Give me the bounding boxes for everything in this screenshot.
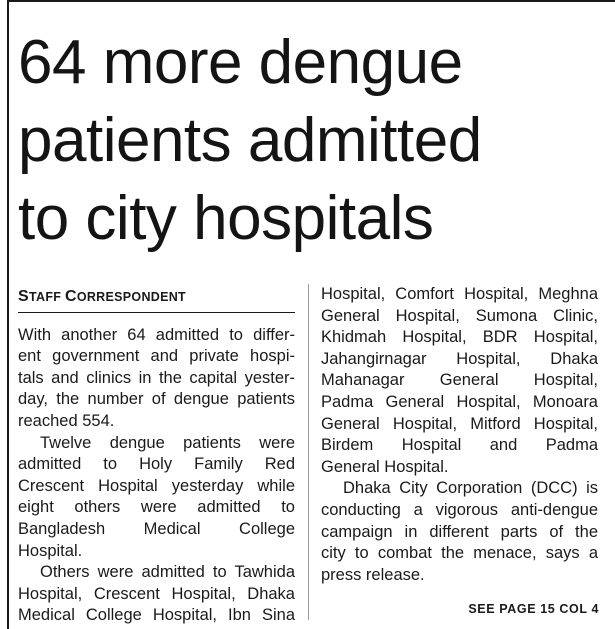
body-line: day, the number of dengue patients xyxy=(18,390,295,409)
body-line: Padma General Hospital, Monoara xyxy=(321,392,598,411)
frame-top-rule xyxy=(7,0,615,2)
body-line: eight others were admitted to xyxy=(18,498,295,517)
headline-line: 64 more dengue xyxy=(18,28,463,97)
article-column-left xyxy=(18,282,295,627)
byline xyxy=(18,286,295,309)
article-column-right xyxy=(321,284,598,586)
byline-initial: S xyxy=(18,288,29,305)
body-line: Medical College Hospital, Ibn Sina xyxy=(18,606,295,625)
body-line: tals and clinics in the capital yester- xyxy=(18,368,295,387)
headline-line: to city hospitals xyxy=(18,184,434,253)
headline xyxy=(18,24,608,258)
body-line: Twelve dengue patients were xyxy=(40,433,295,452)
body-line: reached 554. xyxy=(18,411,115,430)
body-line: city to combat the menace, says a xyxy=(321,544,598,563)
byline-smallcaps: ORRESPONDENT xyxy=(76,290,186,304)
body-line: Hospital, Comfort Hospital, Meghna xyxy=(321,285,598,303)
body-line: General Hospital, Sumona Clinic, xyxy=(321,306,598,325)
body-line: General Hospital, Mitford Hospital, xyxy=(321,414,598,433)
body-line: press release. xyxy=(321,565,425,584)
body-line: Others were admitted to Tawhida xyxy=(40,563,295,582)
body-line: With another 64 admitted to differ- xyxy=(18,325,295,344)
byline-rule xyxy=(18,312,295,313)
body-line: Crescent Hospital yesterday while xyxy=(18,476,295,495)
body-line: Hospital. xyxy=(18,541,83,560)
byline-initial: C xyxy=(64,288,77,305)
body-line: Khidmah Hospital, BDR Hospital, xyxy=(321,328,598,347)
body-line: campaign in different parts of the xyxy=(321,522,598,541)
headline-line: patients admitted xyxy=(18,106,482,175)
body-line: Bangladesh Medical College xyxy=(18,519,295,538)
body-line: ent government and private hospi- xyxy=(18,347,295,366)
body-line: conducting a vigorous anti-dengue xyxy=(321,500,598,519)
column-divider xyxy=(308,284,309,620)
continuation-jump: SEE PAGE 15 COL 4 xyxy=(468,602,599,616)
body-line: Jahangirnagar Hospital, Dhaka xyxy=(321,349,598,368)
body-line: Hospital, Crescent Hospital, Dhaka xyxy=(18,584,295,603)
body-line: Dhaka City Corporation (DCC) is xyxy=(343,479,598,498)
body-line: admitted to Holy Family Red xyxy=(18,455,295,474)
frame-left-rule xyxy=(7,0,9,629)
body-line: General Hospital. xyxy=(321,457,449,476)
body-line: Mahanagar General Hospital, xyxy=(321,371,598,390)
body-line: Birdem Hospital and Padma xyxy=(321,436,598,455)
byline-smallcaps: TAFF xyxy=(28,290,65,304)
